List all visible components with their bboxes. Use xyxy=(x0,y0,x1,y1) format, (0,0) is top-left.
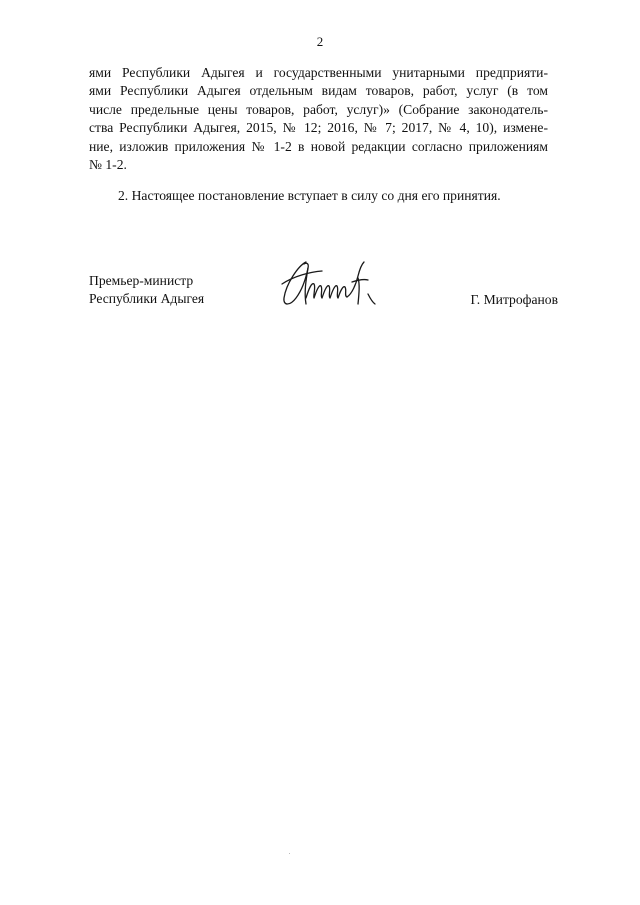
clause-2: 2. Настоящее постановление вступает в силу со дня его принятия. xyxy=(118,188,501,203)
page-number: 2 xyxy=(316,34,324,49)
body-paragraph xyxy=(89,64,548,174)
body-line: ние, изложив приложения № 1-2 в новой редакции согласно приложениям xyxy=(89,138,548,154)
signatory-title-line2: Республики Адыгея xyxy=(89,291,205,306)
body-line: ями Республики Адыгея отдельным видам товаров, работ, услуг (в том xyxy=(89,83,548,99)
signatory-title xyxy=(89,272,204,308)
body-line: ства Республики Адыгея, 2015, № 12; 2016, № 7; 2017, № 4, 10), измене- xyxy=(89,120,548,136)
scan-speck xyxy=(289,853,290,854)
body-line: ями Республики Адыгея и государственными унитарными предприяти- xyxy=(89,65,548,80)
body-line: числе предельные цены товаров, работ, услуг)» (Собрание законодатель- xyxy=(89,101,548,117)
body-line: № 1-2. xyxy=(89,157,127,173)
signatory-name: Г. Митрофанов xyxy=(470,292,558,307)
handwritten-signature xyxy=(276,254,386,316)
signatory-title-line1: Премьер-министр xyxy=(89,273,194,288)
